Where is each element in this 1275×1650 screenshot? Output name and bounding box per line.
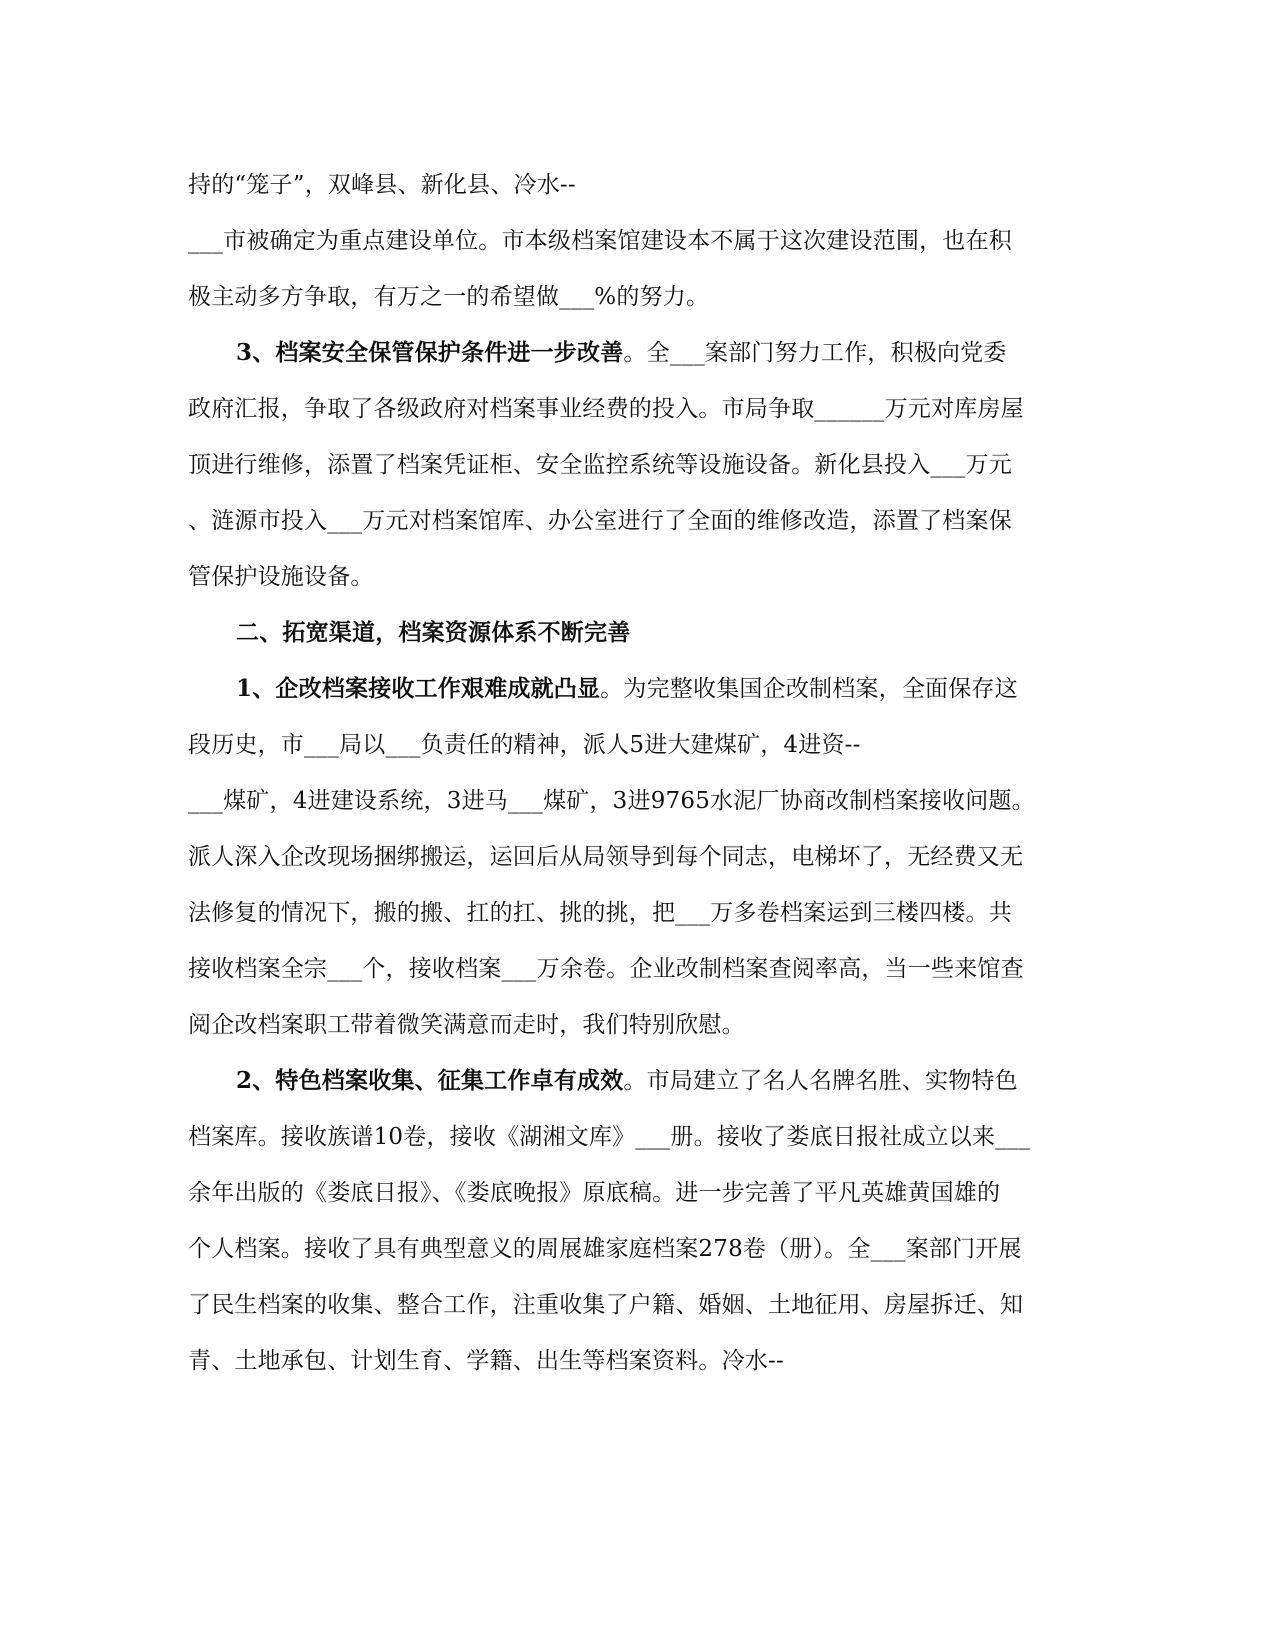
text-line: 接收档案全宗___个，接收档案___万余卷。企业改制档案查阅率高，当一些来馆查 [188, 956, 1024, 982]
text-line: 阅企改档案职工带着微笑满意而走时，我们特别欣慰。 [188, 1012, 745, 1038]
section-title: 二、拓宽渠道，档案资源体系不断完善 [236, 619, 631, 646]
text-line: 顶进行维修，添置了档案凭证柜、安全监控系统等设施设备。新化县投入___万元 [188, 452, 1012, 478]
text-line: 政府汇报，争取了各级政府对档案事业经费的投入。市局争取______万元对库房屋 [188, 396, 1024, 422]
text-span: 。市局建立了名人名牌名胜、实物特色 [623, 1068, 1018, 1094]
text-line: 档案库。接收族谱10卷，接收《湖湘文库》___册。接收了娄底日报社成立以来___ [188, 1124, 1031, 1150]
text-line: 持的“笼子”，双峰县、新化县、冷水-- [188, 172, 576, 198]
paragraph-heading: 2、特色档案收集、征集工作卓有成效 [236, 1067, 624, 1094]
text-line: 法修复的情况下，搬的搬、扛的扛、挑的挑，把___万多卷档案运到三楼四楼。共 [188, 900, 1012, 926]
text-span: 。全___案部门努力工作，积极向党委 [623, 340, 1007, 366]
text-line: 、涟源市投入___万元对档案馆库、办公室进行了全面的维修改造，添置了档案保 [188, 508, 1012, 534]
text-line: 管保护设施设备。 [188, 564, 374, 590]
text-line: 青、土地承包、计划生育、学籍、出生等档案资料。冷水-- [188, 1348, 784, 1374]
text-line [236, 1066, 1136, 1096]
text-line: 极主动多方争取，有万之一的希望做___%的努力。 [188, 284, 710, 310]
paragraph-heading: 1、企改档案接收工作艰难成就凸显 [236, 675, 601, 702]
text-line: ___煤矿，4进建设系统，3进马___煤矿，3进9765水泥厂协商改制档案接收问题。 [188, 788, 1035, 814]
text-line: 段历史，市___局以___负责任的精神，派人5进大建煤矿，4进资-- [188, 732, 861, 758]
text-span: 。为完整收集国企改制档案，全面保存这 [600, 676, 1018, 702]
text-line [236, 674, 1136, 704]
text-line: 余年出版的《娄底日报》、《娄底晚报》原底稿。进一步完善了平凡英雄黄国雄的 [188, 1180, 1001, 1206]
text-line: 了民生档案的收集、整合工作，注重收集了户籍、婚姻、土地征用、房屋拆迁、知 [188, 1292, 1024, 1318]
text-line: 派人深入企改现场捆绑搬运，运回后从局领导到每个同志，电梯坏了，无经费又无 [188, 844, 1024, 870]
text-line [236, 338, 1136, 368]
text-line: ___市被确定为重点建设单位。市本级档案馆建设本不属于这次建设范围，也在积 [188, 228, 1012, 254]
paragraph-heading: 3、档案安全保管保护条件进一步改善 [236, 339, 624, 366]
text-line: 个人档案。接收了具有典型意义的周展雄家庭档案278卷（册）。全___案部门开展 [188, 1236, 1022, 1262]
